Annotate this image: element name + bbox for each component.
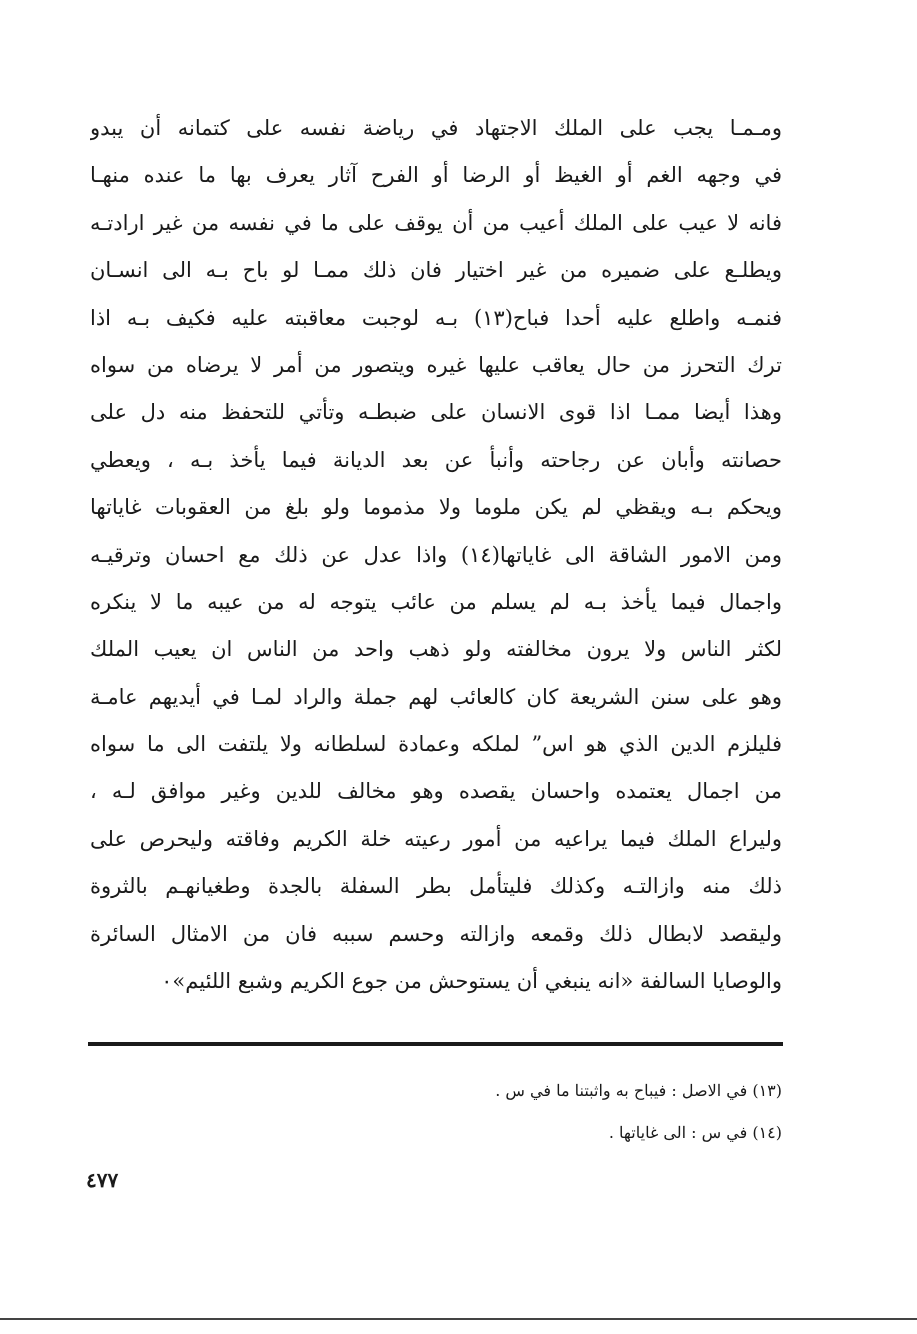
text-line: والوصايا السالفة «انه ينبغي أن يستوحش من جوع الكريم وشبع اللئيم»٠: [161, 969, 782, 994]
footnote: (١٤) في س : الى غاياتها .: [608, 1123, 782, 1142]
text-line: ويحكم بـه ويقظي لم يكن ملوما ولا مذموما ولو بلغ من العقوبات غاياتها: [90, 495, 782, 520]
text-line: فليلزم الدين الذي هو اس” لملكه وعمادة لسلطانه ولا يلتفت الى ما سواه: [90, 732, 782, 757]
footnote-separator: [88, 1042, 783, 1046]
text-line: وليقصد لابطال ذلك وقمعه وازالته وحسم سببه فان من الامثال السائرة: [90, 921, 782, 946]
text-line: حصانته وأبان عن رجاحته وأنبأ عن بعد الديانة فيما يأخذ بـه ، ويعطي: [90, 447, 782, 472]
text-line: واجمال فيما يأخذ بـه لم يسلم من عائب يتوجه له من عيبه ما لا ينكره: [90, 589, 782, 614]
text-line: ومـمـا يجب على الملك الاجتهاد في رياضة نفسه على كتمانه أن يبدو: [90, 116, 782, 140]
text-line: ومن الامور الشاقة الى غاياتها(١٤) واذا عدل عن ذلك مع احسان وترقيـه: [90, 542, 782, 567]
text-line: لكثر الناس ولا يرون مخالفته ولو ذهب واحد من الناس ان يعيب الملك: [90, 637, 782, 662]
footnote: (١٣) في الاصل : فيباح به واثبتنا ما في س .: [495, 1081, 782, 1100]
text-line: ذلك منه وازالتـه وكذلك فليتأمل بطر السفلة بالجدة وطغيانهـم بالثروة: [90, 874, 782, 899]
text-line: من اجمال يعتمده واحسان يقصده وهو مخالف للدين وغير موافق لـه ،: [90, 779, 782, 804]
text-line: وهذا أيضا ممـا اذا قوى الانسان على ضبطـه وتأتي للتحفظ منه دل على: [90, 400, 782, 425]
text-line: ويطلـع على ضميره من غير اختيار فان ذلك ممـا لو باح بـه الى انسـان: [90, 258, 782, 283]
footnotes: [90, 1070, 782, 1154]
page-number: ٤٧٧: [86, 1168, 119, 1192]
main-text: [90, 105, 782, 1005]
text-line: وهو على سنن الشريعة كان كالعائب لهم جملة والراد لمـا في أيديهم عامـة: [90, 684, 782, 709]
scan-edge-line: [0, 1318, 917, 1320]
text-line: فانه لا عيب على الملك أعيب من أن يوقف على ما في نفسه من غير ارادتـه: [90, 210, 782, 235]
text-line: في وجهه الغم أو الغيظ أو الرضا أو الفرح آثار يعرف بها ما عنده منهـا: [90, 163, 782, 188]
text-line: وليراع الملك فيما يراعيه من أمور رعيته خلة الكريم وفاقته وليحرص على: [90, 826, 782, 851]
text-line: ترك التحرز من حال يعاقب عليها غيره ويتصور من أمر لا يرضاه من سواه: [90, 352, 782, 377]
text-line: فنمـه واطلع عليه أحدا فباح(١٣) بـه لوجبت معاقبته عليه فكيف بـه اذا: [90, 305, 782, 330]
